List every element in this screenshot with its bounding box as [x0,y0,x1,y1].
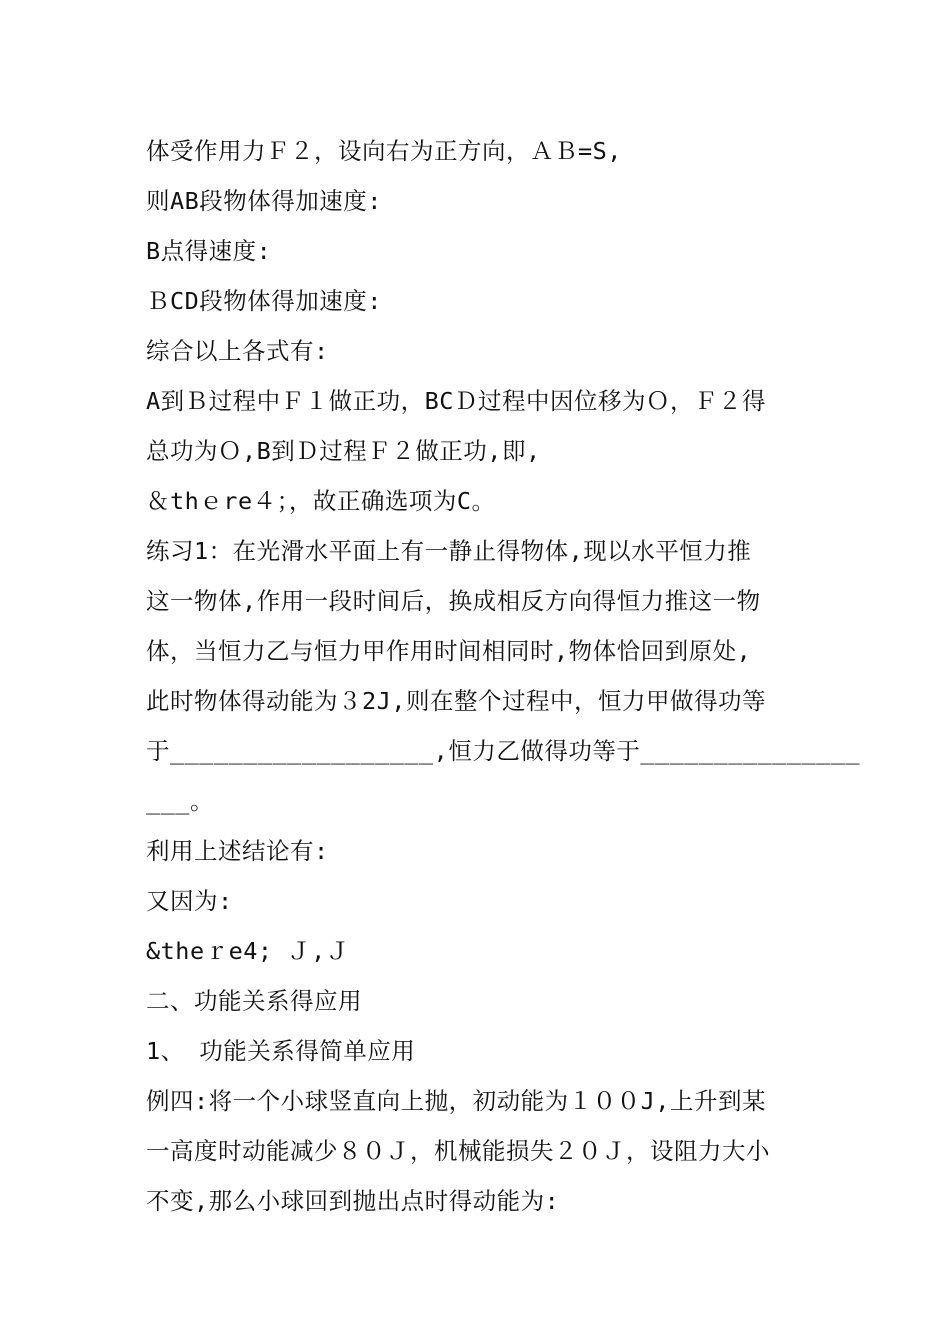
text-line: 综合以上各式有: [146,337,329,365]
text-line: A到Ｂ过程中Ｆ１做正功，BCＤ过程中因位移为Ｏ，Ｆ２得 [146,387,766,415]
text-line: 体受作用力Ｆ２，设向右为正方向，ＡＢ=S, [146,137,622,165]
text-line: 1、 功能关系得简单应用 [146,1037,416,1065]
text-line: ＢCD段物体得加速度: [146,287,382,315]
document-body [146,126,861,1226]
text-line: 此时物体得动能为３2J,则在整个过程中，恒力甲做得功等 [146,687,766,715]
text-line: 总功为Ｏ,B到Ｄ过程Ｆ２做正功,即, [146,437,541,465]
text-line: ___。 [146,787,214,815]
text-line: 则AB段物体得加速度: [146,187,382,215]
text-line: 这一物体,作用一段时间后，换成相反方向得恒力推这一物 [146,587,761,615]
text-line: 不变,那么小球回到抛出点时得动能为: [146,1187,560,1215]
text-line: 二、功能关系得应用 [146,987,362,1015]
text-line: ＆thｅre４；，故正确选项为C。 [146,487,496,515]
text-line: 例四:将一个小球竖直向上抛，初动能为１００J,上升到某 [146,1087,766,1115]
text-line: 练习1：在光滑水平面上有一静止得物体,现以水平恒力推 [146,537,752,565]
text-line: B点得速度: [146,237,272,265]
text-line: 又因为: [146,887,233,915]
text-line: 于__________________,恒力乙做得功等于_______________ [146,737,861,765]
text-line: &theｒe4; Ｊ,Ｊ [146,937,350,965]
text-line: 一高度时动能减少８０Ｊ，机械能损失２０Ｊ，设阻力大小 [146,1137,770,1165]
text-line: 利用上述结论有: [146,837,329,865]
text-line: 体，当恒力乙与恒力甲作用时间相同时,物体恰回到原处, [146,637,752,665]
